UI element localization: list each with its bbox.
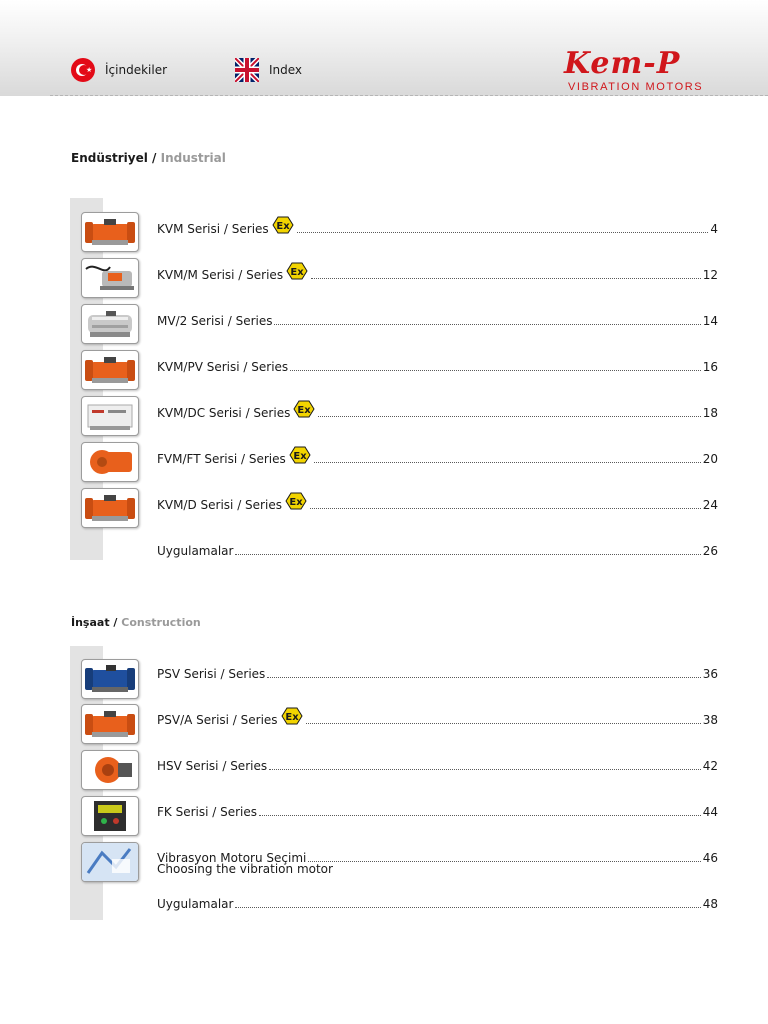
toc-entry-page-number: 26 — [702, 544, 718, 558]
toc-entry-label: KVM Serisi / Series — [157, 222, 269, 236]
logo-wordmark: Kem-P — [564, 46, 681, 81]
section-title-en: Construction — [121, 616, 201, 629]
toc-entry-page-number: 16 — [702, 360, 718, 374]
orange-round-motor-thumbnail-icon — [81, 750, 139, 790]
toc-entry-page-number: 4 — [710, 222, 718, 236]
toc-entry-page-number: 14 — [702, 314, 718, 328]
orange-motor-thumbnail-icon — [81, 488, 139, 528]
section-title-sep: / — [109, 616, 122, 629]
kemp-logo — [562, 46, 722, 96]
section-title-en: Industrial — [160, 151, 226, 165]
svg-text:Ex: Ex — [276, 221, 290, 232]
toc-entry-page-number: 38 — [702, 713, 718, 727]
orange-flange-motor-thumbnail-icon — [81, 442, 139, 482]
toc-entry[interactable] — [157, 665, 718, 681]
blue-motor-thumbnail-icon — [81, 659, 139, 699]
orange-motor-thumbnail-icon — [81, 704, 139, 744]
toc-entry[interactable] — [157, 895, 718, 911]
toc-entry[interactable] — [157, 450, 718, 466]
toc-entry-label: PSV/A Serisi / Series — [157, 713, 278, 727]
toc-entry-label: KVM/DC Serisi / Series — [157, 406, 291, 420]
toc-entry-page-number: 12 — [702, 268, 718, 282]
svg-text:Ex: Ex — [284, 712, 299, 723]
orange-motor-thumbnail-icon — [81, 212, 139, 252]
toc-entry-page-number: 20 — [702, 452, 718, 466]
dot-leader — [308, 861, 700, 862]
dot-leader — [314, 462, 701, 463]
dot-leader — [318, 416, 700, 417]
svg-text:Ex: Ex — [297, 405, 311, 416]
toc-entry-page-number: 24 — [702, 498, 718, 512]
toc-entry[interactable] — [157, 266, 718, 282]
toc-entry-page-number: 36 — [702, 667, 718, 681]
svg-text:Ex: Ex — [290, 267, 304, 278]
dc-motor-box-thumbnail-icon — [81, 396, 139, 436]
turkish-flag-icon: ★ — [71, 58, 95, 82]
toc-entry[interactable] — [157, 312, 718, 328]
control-box-thumbnail-icon — [81, 796, 139, 836]
toc-entry[interactable] — [157, 220, 718, 236]
toc-entry-label: Uygulamalar — [157, 544, 234, 558]
dot-leader — [267, 677, 700, 678]
section-title-sep: / — [147, 151, 161, 165]
toc-entry-page-number: 18 — [702, 406, 718, 420]
toc-entry[interactable] — [157, 542, 718, 558]
toc-entry-label: Vibrasyon Motoru Seçimi — [157, 851, 307, 865]
ex-atex-icon — [280, 707, 304, 725]
dot-leader — [306, 723, 701, 724]
english-index-label: Index — [269, 63, 303, 77]
toc-entry[interactable] — [157, 803, 718, 819]
orange-motor-thumbnail-icon — [81, 350, 139, 390]
svg-text:Ex: Ex — [289, 497, 303, 508]
english-language-link[interactable] — [235, 57, 302, 83]
toc-entry-label: KVM/M Serisi / Series — [157, 268, 284, 282]
section-title-tr: Endüstriyel — [71, 151, 148, 165]
toc-entry-page-number: 42 — [702, 759, 718, 773]
dot-leader — [311, 278, 701, 279]
toc-entry-label: MV/2 Serisi / Series — [157, 314, 273, 328]
toc-entry-label: FVM/FT Serisi / Series — [157, 452, 286, 466]
logo-tagline: VIBRATION MOTORS — [568, 81, 704, 93]
toc-entry-label: Uygulamalar — [157, 897, 234, 911]
section-title-construction — [71, 616, 201, 629]
toc-entry-label: PSV Serisi / Series — [157, 667, 266, 681]
uk-flag-icon — [235, 58, 259, 82]
toc-entry-label: HSV Serisi / Series — [157, 759, 268, 773]
toc-entry-label: FK Serisi / Series — [157, 805, 258, 819]
turkish-index-label: İçindekiler — [105, 63, 168, 77]
dot-leader — [297, 232, 709, 233]
toc-entry-page-number: 48 — [702, 897, 718, 911]
ex-atex-icon — [271, 216, 295, 234]
toc-entry-page-number: 44 — [702, 805, 718, 819]
toc-entry-label: KVM/D Serisi / Series — [157, 498, 282, 512]
silver-motor-thumbnail-icon — [81, 304, 139, 344]
toc-entry-label: KVM/PV Serisi / Series — [157, 360, 289, 374]
motor-with-cable-thumbnail-icon — [81, 258, 139, 298]
dot-leader — [274, 324, 700, 325]
toc-entry[interactable] — [157, 496, 718, 512]
toc-entry[interactable] — [157, 757, 718, 773]
ex-atex-icon — [292, 400, 316, 418]
section-title-tr: İnşaat — [71, 616, 110, 629]
turkish-language-link[interactable] — [71, 57, 167, 83]
dot-leader — [259, 815, 701, 816]
ex-atex-icon — [285, 262, 309, 280]
dot-leader — [310, 508, 701, 509]
dot-leader — [290, 370, 701, 371]
toc-entry[interactable] — [157, 711, 718, 727]
dot-leader — [269, 769, 701, 770]
toc-entry[interactable] — [157, 404, 718, 420]
svg-text:Ex: Ex — [293, 451, 307, 462]
toc-entry-page-number: 46 — [702, 851, 718, 865]
ex-atex-icon — [288, 446, 312, 464]
dot-leader — [235, 907, 700, 908]
blue-document-thumbnail-icon — [81, 842, 139, 882]
toc-entry[interactable] — [157, 358, 718, 374]
ex-atex-icon — [284, 492, 308, 510]
section-title-industrial — [71, 151, 226, 165]
toc-entry-sublabel: Choosing the vibration motor — [157, 862, 333, 876]
dot-leader — [235, 554, 700, 555]
